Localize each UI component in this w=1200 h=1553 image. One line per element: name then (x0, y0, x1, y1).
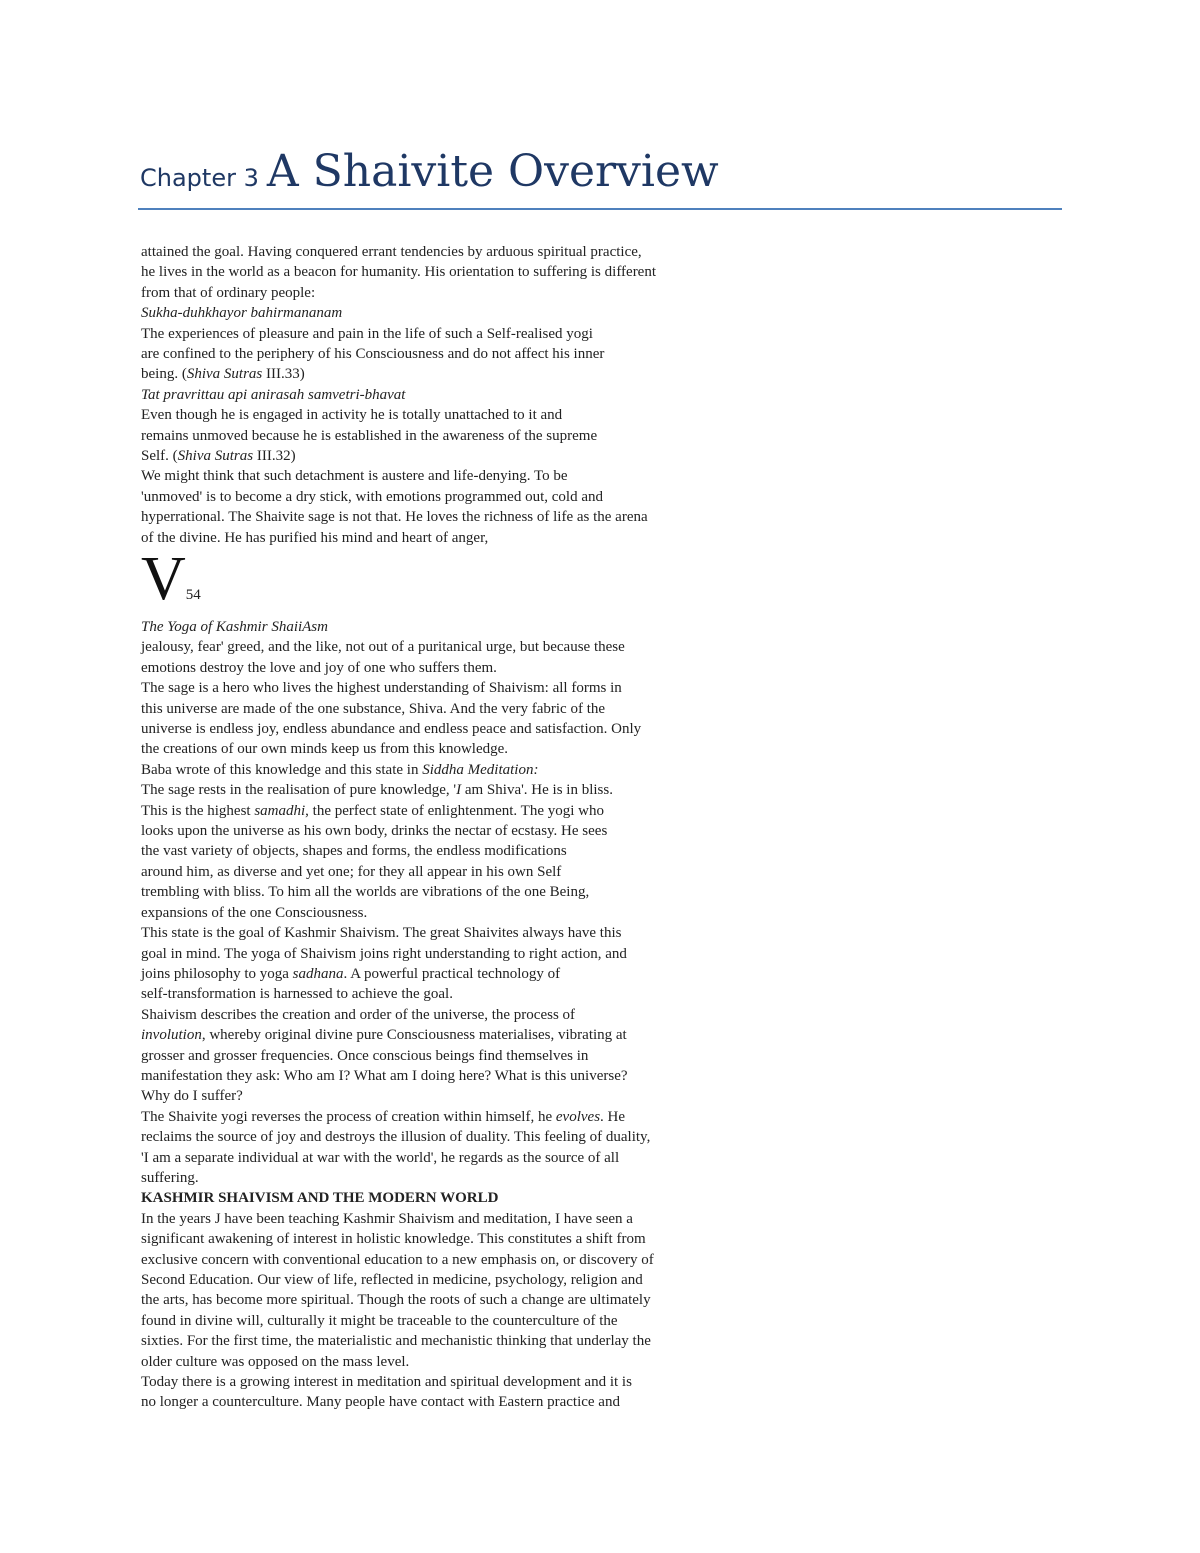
text-line: Today there is a growing interest in meditation and spiritual development and it is (141, 1374, 632, 1391)
text-run: am Shiva'. He is in bliss. (461, 782, 613, 799)
drop-cap-letter: V (141, 545, 186, 613)
text-line: found in divine will, culturally it might be traceable to the counterculture of the (141, 1312, 618, 1329)
text-line: hyperrational. The Shaivite sage is not that. He loves the richness of life as the arena (141, 509, 648, 526)
heading-rule (138, 208, 1062, 210)
chapter-heading (140, 146, 719, 197)
text-run: being. ( (141, 366, 187, 383)
text-run: III.32) (253, 448, 296, 465)
text-line: remains unmoved because he is established in the awareness of the supreme (141, 427, 598, 444)
text-line: significant awakening of interest in holistic knowledge. This constitutes a shift from (141, 1231, 646, 1248)
body-text-bottom (141, 617, 761, 1413)
text-run: . A powerful practical technology of (343, 965, 561, 982)
text-line: 'I am a separate individual at war with the world', he regards as the source of all (141, 1149, 620, 1166)
text-line: self-transformation is harnessed to achieve the goal. (141, 986, 453, 1003)
text-line: Shaivism describes the creation and order of the universe, the process of (141, 1006, 576, 1023)
text-line: are confined to the periphery of his Consciousness and do not affect his inner (141, 346, 605, 363)
text-line: trembling with bliss. To him all the worlds are vibrations of the one Being, (141, 884, 590, 901)
text-run: Baba wrote of this knowledge and this state in (141, 761, 423, 778)
page-number: 54 (185, 587, 201, 603)
text-line: older culture was opposed on the mass level. (141, 1353, 410, 1370)
text-run-italic: samadhi (254, 802, 306, 819)
text-line (141, 801, 761, 821)
text-line: In the years J have been teaching Kashmir Shaivism and meditation, I have seen a (141, 1210, 633, 1227)
text-line: Why do I suffer? (141, 1088, 243, 1105)
text-run: Self. ( (141, 448, 178, 465)
text-run-italic: evolves (555, 1108, 601, 1125)
text-line: of the divine. He has purified his mind and heart of anger, (141, 529, 489, 546)
text-line: exclusive concern with conventional education to a new emphasis on, or discovery of (141, 1251, 654, 1268)
text-run: The sage rests in the realisation of pure knowledge, ' (141, 782, 457, 799)
text-line: he lives in the world as a beacon for humanity. His orientation to suffering is different (141, 264, 657, 281)
text-line: emotions destroy the love and joy of one who suffers them. (141, 659, 497, 676)
chapter-title: A Shaivite Overview (266, 146, 719, 197)
text-line: jealousy, fear' greed, and the like, not out of a puritanical urge, but because these (141, 639, 625, 656)
text-line: grosser and grosser frequencies. Once conscious beings find themselves in (141, 1047, 589, 1064)
text-line (141, 1107, 761, 1127)
sutra-sanskrit: Sukha-duhkhayor bahirmananam (141, 305, 343, 322)
text-run-italic: I (456, 782, 462, 799)
text-line: attained the goal. Having conquered errant tendencies by arduous spiritual practice, (141, 244, 642, 260)
text-line: no longer a counterculture. Many people have contact with Eastern practice and (141, 1394, 620, 1411)
text-line: We might think that such detachment is austere and life-denying. To be (141, 468, 568, 485)
running-title: The Yoga of Kashmir ShaiiAsm (141, 619, 328, 635)
body-text-top (141, 242, 761, 548)
text-line (141, 1025, 761, 1045)
text-line: goal in mind. The yoga of Shaivism joins right understanding to right action, and (141, 945, 627, 962)
sutra-sanskrit: Tat pravrittau api anirasah samvetri-bhavat (141, 386, 406, 403)
text-run: The Shaivite yogi reverses the process of creation within himself, he (141, 1108, 556, 1125)
text-line: sixties. For the first time, the materialistic and mechanistic thinking that underlay the (141, 1333, 651, 1350)
text-run: III.33) (262, 366, 305, 383)
text-line: 'unmoved' is to become a dry stick, with emotions programmed out, cold and (141, 488, 603, 505)
text-run-italic: sadhana (292, 965, 344, 982)
text-run: , the perfect state of enlightenment. The yogi who (305, 802, 604, 819)
text-line (141, 364, 761, 384)
citation-title: Shiva Sutras (177, 448, 254, 465)
text-line: the vast variety of objects, shapes and forms, the endless modifications (141, 843, 567, 860)
text-line: around him, as diverse and yet one; for they all appear in his own Self (141, 863, 562, 880)
text-line: Second Education. Our view of life, reflected in medicine, psychology, religion and (141, 1272, 643, 1288)
chapter-label: Chapter 3 (140, 164, 259, 192)
drop-cap (141, 545, 201, 613)
text-line: universe is endless joy, endless abundance and endless peace and satisfaction. Only (141, 721, 642, 738)
text-line: the arts, has become more spiritual. Though the roots of such a change are ultimately (141, 1292, 651, 1309)
text-line (141, 446, 761, 466)
text-line: This state is the goal of Kashmir Shaivism. The great Shaivites always have this (141, 925, 622, 942)
text-line: Even though he is engaged in activity he is totally unattached to it and (141, 407, 563, 424)
text-run-italic: involution (141, 1027, 202, 1044)
text-line: the creations of our own minds keep us from this knowledge. (141, 741, 509, 758)
text-line: looks upon the universe as his own body, drinks the nectar of ecstasy. He sees (141, 823, 608, 840)
section-heading: KASHMIR SHAIVISM AND THE MODERN WORLD (141, 1190, 499, 1207)
text-line: expansions of the one Consciousness. (141, 904, 368, 921)
text-line: reclaims the source of joy and destroys the illusion of duality. This feeling of duality, (141, 1129, 651, 1146)
text-run: . He (600, 1108, 626, 1125)
text-run: joins philosophy to yoga (141, 965, 293, 982)
text-line: this universe are made of the one substance, Shiva. And the very fabric of the (141, 700, 606, 717)
book-title: Siddha Meditation: (422, 761, 539, 778)
text-line (141, 780, 761, 800)
citation-title: Shiva Sutras (186, 366, 263, 383)
text-line: The experiences of pleasure and pain in the life of such a Self-realised yogi (141, 325, 593, 342)
text-run: , whereby original divine pure Consciousness materialises, vibrating at (201, 1027, 627, 1044)
text-line: manifestation they ask: Who am I? What am I doing here? What is this universe? (141, 1067, 628, 1084)
text-line: suffering. (141, 1169, 199, 1186)
text-line (141, 760, 761, 780)
text-line (141, 964, 761, 984)
text-line: The sage is a hero who lives the highest understanding of Shaivism: all forms in (141, 680, 622, 697)
text-run: This is the highest (141, 802, 255, 819)
text-line: from that of ordinary people: (141, 284, 316, 301)
